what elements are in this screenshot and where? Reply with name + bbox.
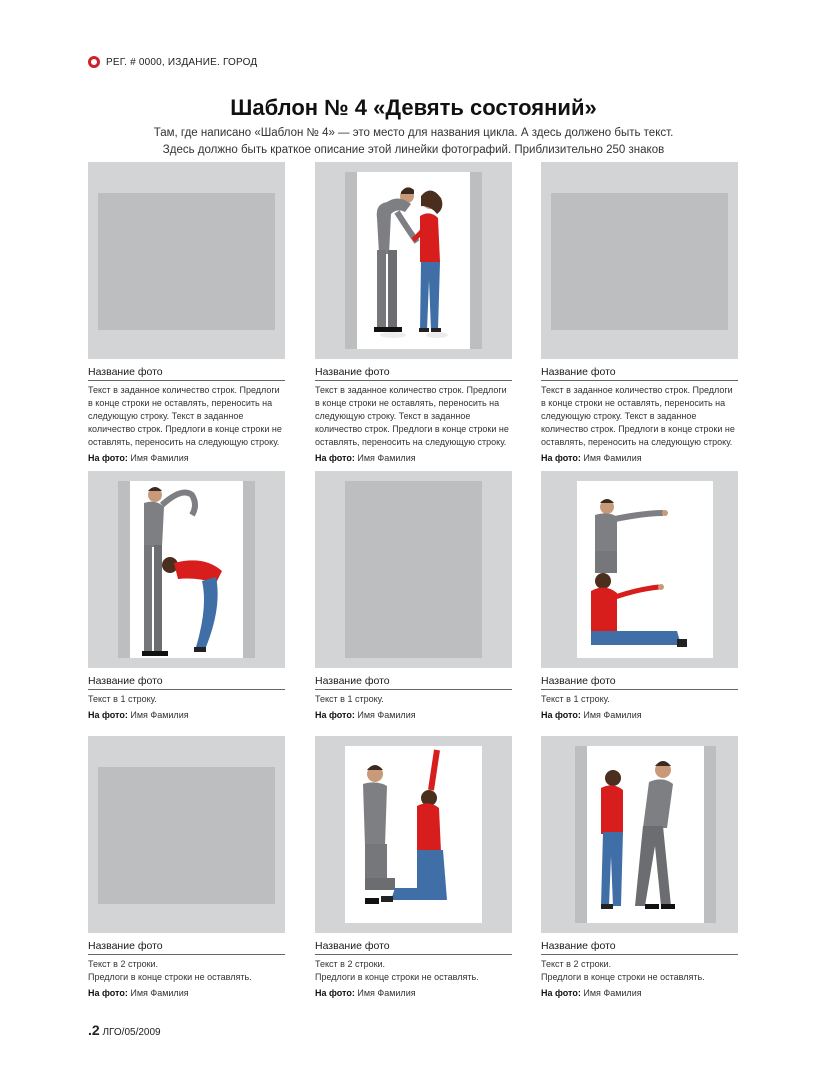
photo-frame — [315, 471, 512, 668]
circle-icon — [88, 56, 100, 68]
page-footer — [88, 1022, 161, 1038]
photo-edge — [704, 746, 716, 923]
photo-placeholder — [551, 193, 728, 330]
photo-credit — [88, 988, 285, 998]
page-number: .2 — [88, 1022, 100, 1038]
description-line: Текст в 2 строки. — [88, 959, 159, 969]
photo-description — [541, 958, 738, 984]
photo-frame — [315, 736, 512, 933]
credit-name: Имя Фамилия — [357, 710, 416, 720]
photo-title: Название фото — [88, 671, 285, 690]
photo-credit — [541, 988, 738, 998]
credit-label: На фото: — [88, 453, 128, 463]
photo-description: Текст в заданное количество строк. Предлоги в конце строки не оставлять, переносить на следующую строку. Текст в заданное количество строк. Предлоги в конце строки не оставлять, переносить на следующую строку. — [88, 385, 282, 447]
photo-description — [315, 958, 512, 984]
photo-frame — [88, 471, 285, 668]
photo-credit — [541, 710, 738, 720]
photo-title: Название фото — [88, 936, 285, 955]
photo-title: Название фото — [541, 362, 738, 381]
photo-edge — [575, 746, 587, 923]
photo-description: Текст в заданное количество строк. Предлоги в конце строки не оставлять, переносить на следующую строку. Текст в заданное количество строк. Предлоги в конце строки не оставлять, переносить на следующую строку. — [541, 385, 735, 447]
description-line: Предлоги в конце строки не оставлять. — [541, 972, 705, 982]
photo-title: Название фото — [541, 671, 738, 690]
photo-frame — [88, 736, 285, 933]
photo-card — [88, 736, 285, 998]
photo-card — [541, 162, 738, 463]
photo-couple-leaning — [587, 746, 704, 923]
photo-edge — [243, 481, 255, 658]
photo-title: Название фото — [541, 936, 738, 955]
photo-title: Название фото — [315, 671, 512, 690]
page-title: Шаблон № 4 «Девять состояний» — [230, 95, 597, 120]
photo-card — [315, 736, 512, 998]
lead-text — [100, 125, 727, 159]
photo-credit — [315, 453, 512, 463]
photo-placeholder — [98, 767, 275, 904]
photo-description: Текст в 1 строку. — [315, 694, 384, 704]
photo-credit — [541, 453, 738, 463]
description-line: Предлоги в конце строки не оставлять. — [315, 972, 479, 982]
credit-name: Имя Фамилия — [130, 988, 189, 998]
photo-description: Текст в заданное количество строк. Предлоги в конце строки не оставлять, переносить на следующую строку. Текст в заданное количество строк. Предлоги в конце строки не оставлять, переносить на следующую строку. — [315, 385, 509, 447]
photo-frame — [541, 162, 738, 359]
lead-line: Там, где написано «Шаблон № 4» — это место для названия цикла. А здесь должено быть текст. — [153, 127, 674, 139]
credit-label: На фото: — [541, 710, 581, 720]
photo-card — [88, 471, 285, 720]
photo-frame — [315, 162, 512, 359]
description-line: Текст в 2 строки. — [541, 959, 612, 969]
credit-label: На фото: — [541, 453, 581, 463]
photo-frame — [88, 162, 285, 359]
photo-description: Текст в 1 строку. — [88, 694, 157, 704]
photo-couple-kneeling — [345, 746, 482, 923]
photo-credit — [315, 988, 512, 998]
credit-name: Имя Фамилия — [130, 710, 189, 720]
photo-title: Название фото — [315, 362, 512, 381]
photo-couple-bowing — [357, 172, 470, 349]
photo-title: Название фото — [88, 362, 285, 381]
photo-edge — [345, 172, 357, 349]
photo-description: Текст в 1 строку. — [541, 694, 610, 704]
credit-name: Имя Фамилия — [357, 453, 416, 463]
photo-description — [88, 958, 285, 984]
photo-title: Название фото — [315, 936, 512, 955]
photo-edge — [470, 172, 482, 349]
credit-label: На фото: — [315, 988, 355, 998]
photo-credit — [88, 710, 285, 720]
photo-card — [541, 736, 738, 998]
issue-label: ЛГО/05/2009 — [102, 1027, 161, 1038]
photo-placeholder — [98, 193, 275, 330]
photo-couple-letter-e — [577, 481, 713, 658]
photo-credit — [88, 453, 285, 463]
lead-line: Здесь должно быть краткое описание этой линейки фотографий. Приблизительно 250 знаков — [162, 144, 665, 156]
credit-name: Имя Фамилия — [583, 453, 642, 463]
photo-frame — [541, 471, 738, 668]
photo-credit — [315, 710, 512, 720]
credit-name: Имя Фамилия — [583, 988, 642, 998]
credit-name: Имя Фамилия — [357, 988, 416, 998]
photo-card — [88, 162, 285, 463]
credit-label: На фото: — [541, 988, 581, 998]
photo-placeholder — [345, 481, 482, 658]
credit-name: Имя Фамилия — [583, 710, 642, 720]
credit-label: На фото: — [315, 453, 355, 463]
header — [88, 56, 257, 68]
description-line: Предлоги в конце строки не оставлять. — [88, 972, 252, 982]
photo-card — [315, 162, 512, 463]
photo-card — [315, 471, 512, 720]
header-text: РЕГ. # 0000, ИЗДАНИЕ. ГОРОД — [106, 56, 258, 68]
photo-card — [541, 471, 738, 720]
description-line: Текст в 2 строки. — [315, 959, 386, 969]
photo-edge — [118, 481, 130, 658]
credit-name: Имя Фамилия — [130, 453, 189, 463]
credit-label: На фото: — [315, 710, 355, 720]
credit-label: На фото: — [88, 710, 128, 720]
photo-frame — [541, 736, 738, 933]
credit-label: На фото: — [88, 988, 128, 998]
photo-couple-letter-b — [130, 481, 243, 658]
